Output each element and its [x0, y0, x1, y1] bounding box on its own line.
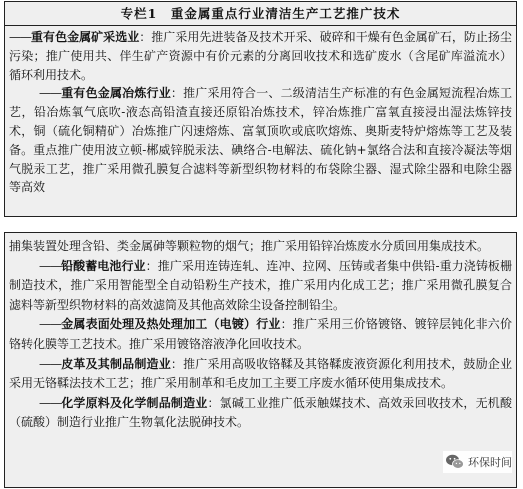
- section-heading: 铅酸蓄电池行业: [61, 258, 146, 273]
- section-text: ：推广采用三价铬镀铬、镀锌层钝化非六价铬转化膜等工艺技术。推广采用镀铬溶液净化回收技术。: [9, 317, 512, 351]
- wechat-logo-icon: [445, 453, 465, 471]
- section-text: ：推广采用高吸收铬鞣及其铬鞣废液资源化利用技术，鼓励企业采用无铬鞣法技术工艺；推广采用制革和毛皮加工主要工序废水循环使用集成技术。: [9, 356, 512, 391]
- section-lead-acid-battery: [9, 257, 512, 316]
- section-dash: ——: [39, 317, 61, 332]
- section-text: ：氯碱工业推广低汞触媒技术、高效汞回收技术，无机酸（硫酸）制造行业推广生物氧化法脱砷技术。: [9, 395, 512, 430]
- section-dash: ——: [9, 30, 31, 44]
- section-heading: 重有色金属冶炼行业: [61, 86, 171, 101]
- section-dash: ——: [39, 86, 61, 101]
- section-chemical: [9, 394, 512, 433]
- section-text: 捕集装置处理含铅、类金属砷等颗粒物的烟气；推广采用铅锌冶炼废水分质回用集成技术。: [9, 239, 490, 253]
- section-dash: ——: [39, 395, 61, 410]
- section-heading: 化学原料及化学制品制造业: [61, 395, 208, 410]
- box-title-text: 重金属重点行业清洁生产工艺推广技术: [170, 6, 401, 21]
- section-heading: 重有色金属矿采选业: [31, 30, 140, 44]
- section-electroplating: [9, 315, 512, 354]
- section-heading: 金属表面处理及热处理加工（电镀）行业: [61, 317, 281, 332]
- box-title: [5, 2, 516, 26]
- box-body-top: [5, 26, 516, 197]
- section-ore-mining: [9, 28, 512, 84]
- section-text: ：推广采用连铸连轧、连冲、拉网、压铸或者集中供铅-重力浇铸板栅制造技术，推广采用智能型全自动铅粉生产技术，推广采用内化成工艺；推广采用微孔膜复合滤料等新型织物材料的高效滤筒及其他高效除尘设备控制铅尘。: [9, 258, 512, 312]
- feature-box-continued: [4, 232, 517, 488]
- section-leather: [9, 355, 512, 394]
- section-text: ：推广采用先进装备及技术开采、破碎和干燥有色金属矿石，防止扬尘污染；推广使用共、伴生矿产资源中有价元素的分离回收技术和选矿废水（含尾矿库溢流水）循环利用技术。: [9, 30, 512, 82]
- section-smelting: [9, 84, 512, 197]
- section-dash: ——: [39, 356, 61, 371]
- box-body-continued: [5, 233, 516, 433]
- section-heading: 皮革及其制品制造业: [61, 356, 171, 371]
- watermark-text: 环保时间: [468, 456, 512, 469]
- section-smelting-continued: [9, 237, 512, 257]
- feature-box-top: [4, 1, 517, 217]
- section-dash: ——: [39, 258, 61, 273]
- section-text: ：推广采用符合一、二级清洁生产标准的有色金属短流程冶炼工艺，铅冶炼氧气底吹-液态高铅渣直接还原铅冶炼技术，锌冶炼推广富氧直接浸出湿法炼锌技术，铜（硫化铜精矿）冶炼推广闪速熔炼、富氧顶吹或底吹熔炼、奥斯麦特炉熔炼等工艺及装备。重点推广使用波立顿-郴威锌脱汞法、碘络合-电解法、硫化钠+氯络合法和直接冷凝法等烟气脱汞工艺，推广采用微孔膜复合滤料等新型织物材料的布袋除尘器、湿式除尘器和电除尘器等高效: [9, 86, 512, 195]
- box-title-label: 专栏1: [120, 6, 158, 21]
- watermark: [443, 451, 512, 473]
